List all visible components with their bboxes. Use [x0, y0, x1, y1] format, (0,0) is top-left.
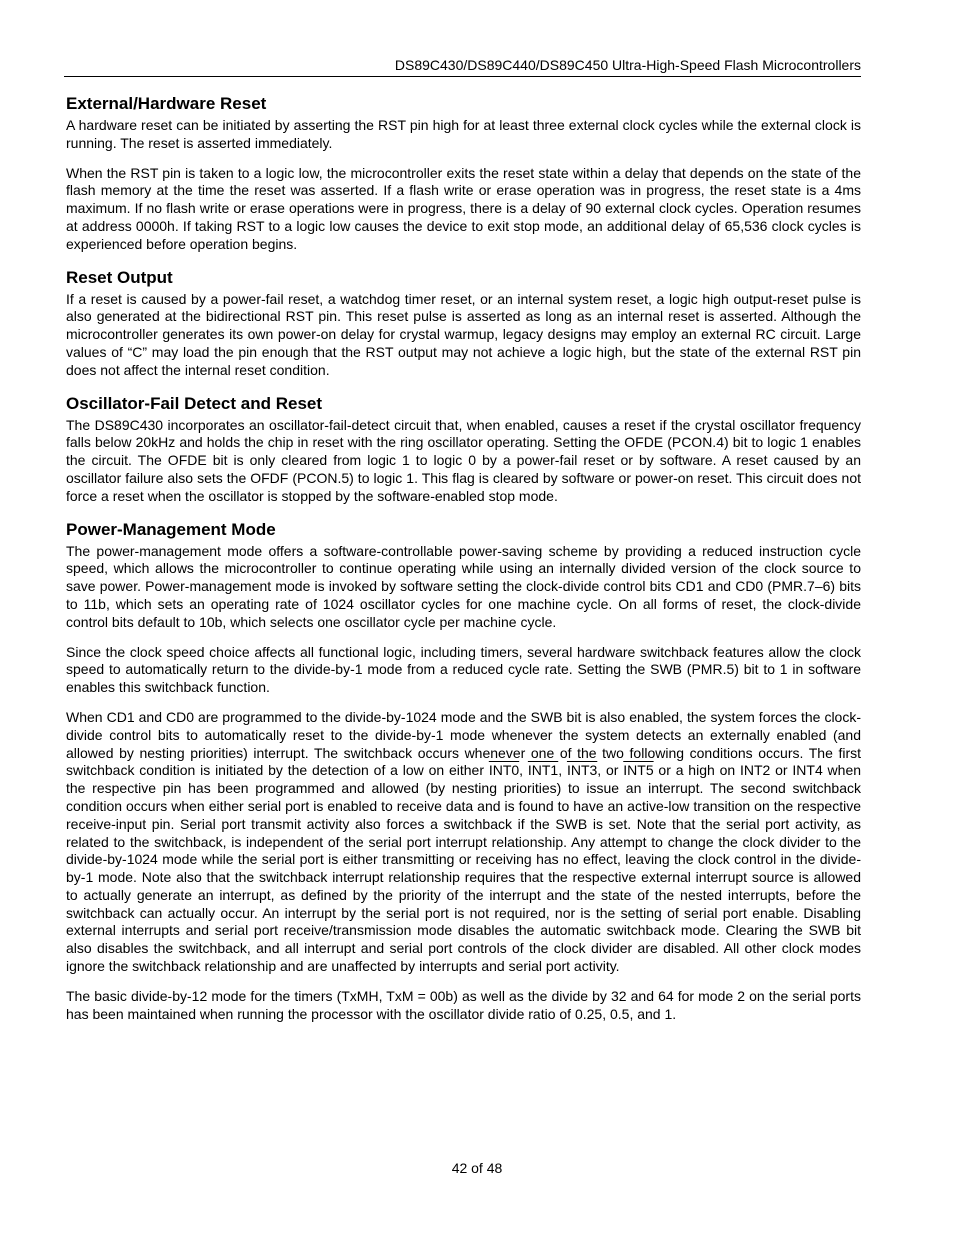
page-number: 42 of 48: [451, 1160, 503, 1176]
paragraph: A hardware reset can be initiated by asserting the RST pin high for at least three external clock cycles while the external clock is running. The reset is asserted immediately.: [66, 117, 861, 151]
text-run: When CD1 and CD0 are programmed to the divide-by-1024 mode and the SWB bit is also enabled, the system forces the clock-divide control bits to automatically reset to the divide-by-1 mode whenever the system detects an externally enabled (and allowed by nesting priorities) interrupt. The switchback occurs whenever one of the two following conditions occurs. The first switchback condition is initiated by the detection of a low on either: [66, 708, 861, 779]
section-external-hardware-reset: [66, 94, 861, 254]
section-heading: Reset Output: [66, 267, 173, 287]
paragraph: The DS89C430 incorporates an oscillator-fail-detect circuit that, when enabled, causes a reset if the crystal oscillator frequency falls below 20kHz and holds the chip in reset with the ring oscillator operating. Setting the OFDE (PCON.4) bit to logic 1 enables the circuit. The OFDE bit is only cleared from logic 1 to logic 0 by a power-fail reset or by software. A reset caused by an oscillator failure also sets the OFDF (PCON.5) to logic 1. This flag is cleared by software or power-on reset. This circuit does not force a reset when the oscillator is stopped by the software-enabled stop mode.: [66, 416, 861, 504]
signal-int5: INT5: [623, 762, 654, 779]
document-body: [66, 94, 861, 1023]
text-run: ,: [558, 762, 567, 779]
section-oscillator-fail-detect: [66, 394, 861, 506]
header-title: DS89C430/DS89C440/DS89C450 Ultra-High-Speed Flash Microcontrollers: [394, 57, 861, 73]
page-header: [64, 55, 861, 77]
section-reset-output: [66, 268, 861, 380]
signal-int0: INT0: [488, 762, 520, 779]
signal-int3: INT3: [566, 762, 598, 779]
section-heading: Power-Management Mode: [66, 519, 276, 539]
switchback-paragraph: [66, 709, 861, 976]
paragraph: Since the clock speed choice affects all functional logic, including timers, several hardware switchback features allow the clock speed to automatically return to the divide-by-1 mode from a reduced cycle rate. Setting the SWB (PMR.5) bit to 1 in software enables this switchback function.: [66, 643, 861, 696]
section-heading: External/Hardware Reset: [66, 94, 267, 113]
text-run: ,: [519, 762, 528, 779]
paragraph: When the RST pin is taken to a logic low, the microcontroller exits the reset state within a delay that depends on the state of the flash memory at the time the reset was asserted. If a flash write or erase operation was in progress, the reset state is a 4ms maximum. If no flash write or erase operations were in progress, there is a delay of 90 external clock cycles. Operation resumes at address 0000h. If taking RST to a logic low causes the device to exit stop mode, an additional delay of 65,536 clock cycles is experienced before operation begins.: [66, 164, 861, 252]
paragraph: The power-management mode offers a software-controllable power-saving scheme by providing a reduced instruction cycle speed, which allows the microcontroller to continue operating while using an internally divided version of the clock source to save power. Power-management mode is invoked by software setting the clock-divide control bits CD1 and CD0 (PMR.7–6) bits to 11b, which sets an operating rate of 1024 oscillator cycles for one machine cycle. On all forms of reset, the clock-divide control bits default to 10b, which selects one oscillator cycle per machine cycle.: [66, 542, 861, 630]
text-run: or a high on INT2 or INT4 when the respective pin has been programmed and allowed (by nesting priorities) to issue an interrupt. The second switchback condition occurs when either serial port is enabled to receive data and is found to have an active-low transition on the respective receive-input pin. Serial port transmit activity also forces a switchback if the SWB is set. Note that the serial port activity, as related to the switchback, is independent of the serial port interrupt relationship. Any attempt to change the clock divider to the divide-by-1024 mode while the serial port is either transmitting or receiving has no effect, leaving the clock control in the divide-by-1 mode. Note also that the switchback interrupt relationship requires that the respective external interrupt source is allowed to actually generate an interrupt, as defined by the priority of the interrupt and the state of the nested interrupts, before the switchback can actually occur. An interrupt by the serial port is not required, nor is the setting of serial port enable. Disabling external interrupts and serial port receive/transmission mode disables the automatic switchback mode. Clearing the SWB bit also disables the switchback, and all interrupt and serial port controls of the clock divider are disabled. All other clock modes ignore the switchback relationship and are unaffected by interrupts and serial port activity.: [66, 762, 862, 975]
paragraph: If a reset is caused by a power-fail reset, a watchdog timer reset, or an internal system reset, a logic high output-reset pulse is also generated at the bidirectional RST pin. This reset pulse is asserted as long as an internal reset is asserted. Although the microcontroller generates its own power-on delay for crystal warmup, legacy designs may employ an external RC circuit. Large values of “C” may load the pin enough that the RST output may not achieve a logic high, but the state of the external RST pin does not affect the internal reset condition.: [66, 290, 861, 378]
text-run: , or: [597, 762, 624, 779]
section-power-management-mode: [66, 520, 861, 1024]
signal-int1: INT1: [527, 762, 559, 779]
section-heading: Oscillator-Fail Detect and Reset: [66, 393, 323, 413]
paragraph: The basic divide-by-12 mode for the timers (TxMH, TxM = 00b) as well as the divide by 32 and 64 for mode 2 on the serial ports has been maintained when running the processor with the oscillator divide ratio of 0.25, 0.5, and 1.: [66, 987, 861, 1022]
